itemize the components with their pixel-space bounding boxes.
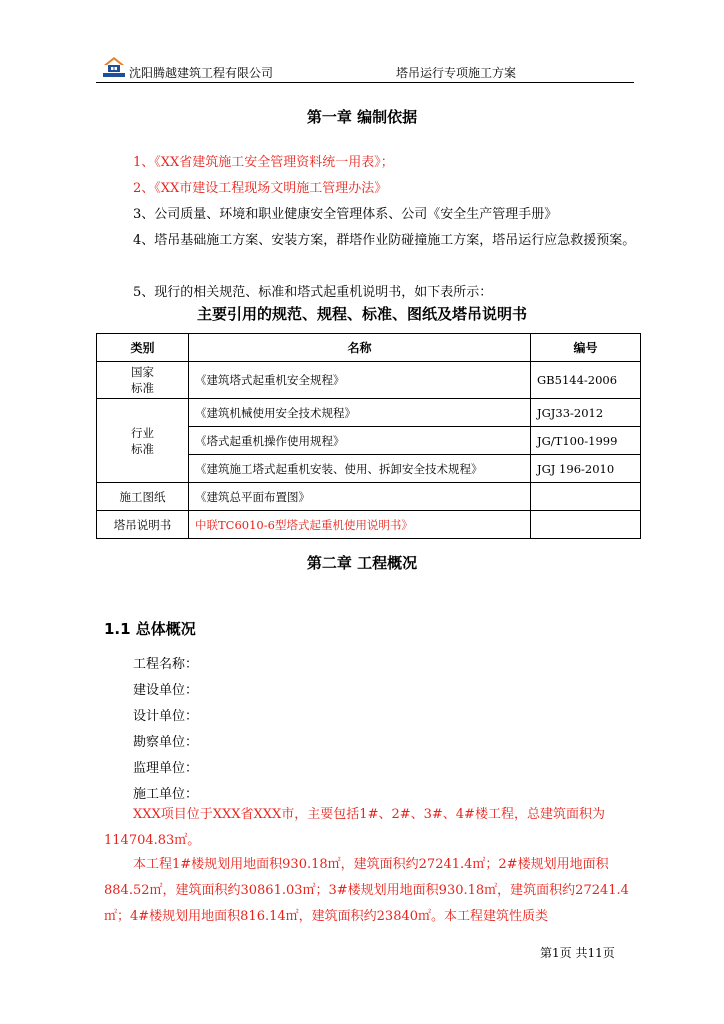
basis-item-4: 4、塔吊基础施工方案、安装方案，群塔作业防碰撞施工方案，塔吊运行应急救援预案。 [133, 233, 636, 248]
category-manual: 塔吊说明书 [97, 511, 189, 539]
category-industry [97, 399, 189, 483]
cell-code: JGJ 196-2010 [531, 455, 641, 483]
table-header-row [97, 334, 641, 362]
section-title: 1.1 总体概况 [104, 620, 196, 638]
header-name: 名称 [189, 334, 531, 362]
cell-name: 《建筑塔式起重机安全规程》 [189, 362, 531, 399]
basis-item-2: 2、《XX市建设工程现场文明施工管理办法》 [133, 181, 388, 196]
basis-item-1: 1、《XX省建筑施工安全管理资料统一用表》； [133, 155, 394, 170]
chapter2-title: 第二章 工程概况 [306, 554, 418, 572]
category-industry-label: 行业标准 [131, 425, 154, 456]
header-category: 类别 [97, 334, 189, 362]
spec-table [96, 333, 641, 539]
category-drawing: 施工图纸 [97, 483, 189, 511]
category-national [97, 362, 189, 399]
header-company: 沈阳腾越建筑工程有限公司 [129, 66, 274, 80]
cell-code: JG/T100-1999 [531, 427, 641, 455]
cell-name: 《建筑总平面布置图》 [189, 483, 531, 511]
category-national-label: 国家标准 [131, 365, 154, 395]
cell-name: 中联TC6010-6型塔式起重机使用说明书》 [189, 511, 531, 539]
cell-code: GB5144-2006 [531, 362, 641, 399]
cell-code: JGJ33-2012 [531, 399, 641, 427]
header-doc-title: 塔吊运行专项施工方案 [396, 66, 517, 80]
table-row [97, 483, 641, 511]
cell-name: 《塔式起重机操作使用规程》 [189, 427, 531, 455]
field-surveyor: 勘察单位： [133, 735, 199, 750]
field-contractor: 施工单位： [133, 787, 199, 802]
table-title: 主要引用的规范、规程、标准、图纸及塔吊说明书 [196, 305, 527, 323]
table-row [97, 399, 641, 427]
overview-paragraph-2: 本工程1#楼规划用地面积930.18㎡，建筑面积约27241.4㎡；2#楼规划用地面积884.52㎡，建筑面积约30861.03㎡；3#楼规划用地面积930.18㎡，建筑面积约27241.4㎡；4#楼规划用地面积816.14㎡，建筑面积约23840㎡。本工程建筑性质类 [104, 857, 629, 924]
field-supervisor: 监理单位： [133, 761, 199, 776]
field-project-name: 工程名称： [133, 657, 199, 672]
field-designer: 设计单位： [133, 709, 199, 724]
basis-item-5: 5、现行的相关规范、标准和塔式起重机说明书，如下表所示： [133, 285, 493, 300]
cell-code [531, 511, 641, 539]
cell-code [531, 483, 641, 511]
company-logo-icon [102, 56, 126, 78]
chapter1-title: 第一章 编制依据 [306, 108, 418, 126]
table-row [97, 362, 641, 399]
page-number: 第1页 共11页 [540, 946, 615, 960]
basis-item-3: 3、公司质量、环境和职业健康安全管理体系、公司《安全生产管理手册》 [133, 207, 558, 222]
table-row [97, 511, 641, 539]
field-builder: 建设单位： [133, 683, 199, 698]
overview-paragraph-1: XXX项目位于XXX省XXX市，主要包括1#、2#、3#、4#楼工程，总建筑面积为114704.83㎡。 [104, 807, 605, 848]
cell-name: 《建筑施工塔式起重机安装、使用、拆卸安全技术规程》 [189, 455, 531, 483]
header-code: 编号 [531, 334, 641, 362]
page-header [96, 54, 634, 83]
cell-name: 《建筑机械使用安全技术规程》 [189, 399, 531, 427]
